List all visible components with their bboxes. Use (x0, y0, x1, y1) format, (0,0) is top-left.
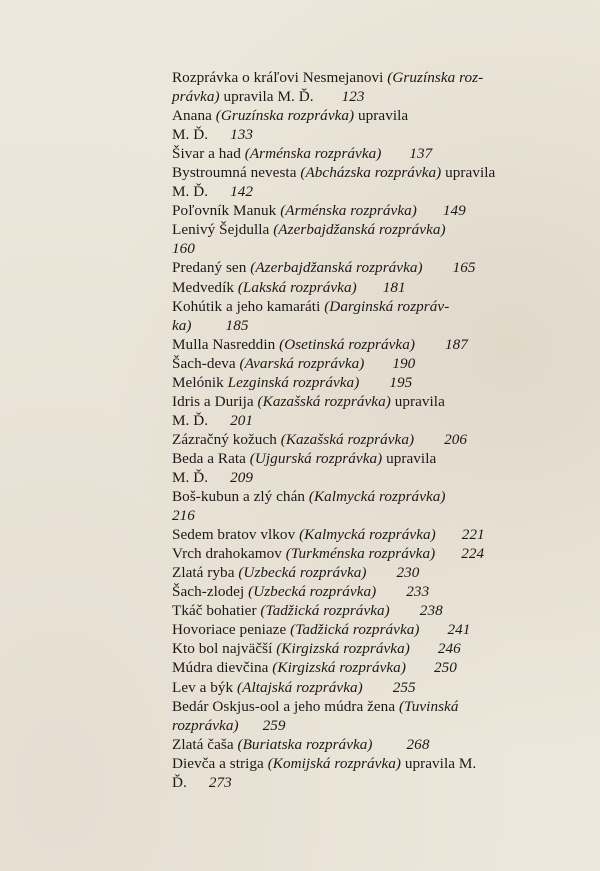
toc-entry-line (172, 373, 530, 392)
toc-entry (172, 678, 530, 697)
page-number: 221 (461, 526, 485, 544)
toc-entry (172, 297, 530, 335)
page-number: 160 (172, 240, 195, 258)
tale-title: Zázračný kožuch (172, 430, 281, 448)
tale-title: Sedem bratov vlkov (172, 526, 300, 544)
toc-entry (172, 582, 530, 601)
tale-origin: (Kalmycká rozprávka) (308, 488, 446, 506)
toc-entry (172, 220, 530, 258)
page-number: 133 (230, 126, 254, 144)
tale-origin: (Kirgizská rozprávka) (272, 659, 406, 677)
table-of-contents (172, 68, 530, 792)
tale-title: Beda a Rata (172, 449, 250, 467)
page-number: 273 (208, 773, 232, 791)
tale-origin: (Darginská rozpráv- (324, 297, 450, 315)
tale-origin: (Ujgurská rozprávka) (249, 449, 383, 467)
toc-entry-line (172, 68, 530, 87)
toc-entry-line (172, 163, 530, 182)
toc-entry-line (172, 544, 530, 563)
page-number: 241 (447, 621, 471, 639)
page-number: 149 (442, 202, 466, 220)
tale-title: Ď. (172, 773, 187, 791)
toc-entry (172, 449, 530, 487)
tale-origin: ka) (172, 316, 192, 334)
toc-entry (172, 106, 530, 144)
tale-title: upravila M. Ď. (219, 88, 314, 106)
tale-origin: (Arménska rozprávka) (244, 145, 382, 163)
tale-title: Lenivý Šejdulla (172, 221, 274, 239)
toc-entry (172, 563, 530, 582)
toc-entry-line (172, 239, 530, 258)
toc-entry (172, 258, 530, 277)
toc-entry (172, 144, 530, 163)
toc-entry-line (172, 335, 530, 354)
tale-origin: (Tadžická rozprávka) (260, 602, 390, 620)
toc-entry-line (172, 182, 530, 201)
page-number: 181 (382, 278, 406, 296)
toc-entry (172, 639, 530, 658)
page-number: 165 (452, 259, 476, 277)
tale-title: Vrch drahokamov (172, 545, 286, 563)
toc-entry (172, 68, 530, 106)
page-number: 246 (437, 640, 461, 658)
toc-entry (172, 354, 530, 373)
toc-entry-line (172, 582, 530, 601)
tale-origin: (Komijská rozprávka) (267, 754, 401, 772)
tale-title: Dievča a striga (172, 754, 268, 772)
tale-origin: (Kazašská rozprávka) (280, 430, 415, 448)
toc-entry-line (172, 468, 530, 487)
toc-entry (172, 544, 530, 563)
tale-title: upravila (354, 107, 409, 125)
toc-entry-line (172, 658, 530, 677)
tale-title: Kohútik a jeho kamaráti (172, 297, 325, 315)
tale-title: Múdra dievčina (172, 659, 273, 677)
tale-title: Rozprávka o kráľovi Nesmejanovi (172, 69, 388, 86)
page-number: 233 (406, 583, 430, 601)
toc-entry-line (172, 449, 530, 468)
tale-origin: rozprávka) (172, 716, 239, 734)
toc-entry-line (172, 639, 530, 658)
toc-entry-line (172, 411, 530, 430)
tale-origin: (Lakská rozprávka) (237, 278, 357, 296)
toc-entry (172, 697, 530, 735)
page-number: 255 (392, 678, 416, 696)
toc-entry-line (172, 106, 530, 125)
toc-entry-line (172, 278, 530, 297)
tale-origin: (Uzbecká rozprávka) (248, 583, 377, 601)
page-number: 230 (396, 564, 420, 582)
toc-entry (172, 278, 530, 297)
page-number: 201 (230, 411, 254, 429)
tale-origin: (Azerbajdžanská rozprávka) (273, 221, 446, 239)
toc-entry (172, 487, 530, 525)
tale-origin: (Uzbecká rozprávka) (238, 564, 367, 582)
tale-title: Poľovník Manuk (172, 202, 281, 220)
tale-origin: (Buriatska rozprávka) (237, 735, 373, 753)
toc-entry-line (172, 487, 530, 506)
toc-entry (172, 601, 530, 620)
tale-title: Šivar a had (172, 145, 245, 163)
toc-entry (172, 335, 530, 354)
toc-entry-line (172, 716, 530, 735)
tale-origin: (Tadžická rozprávka) (290, 621, 420, 639)
tale-origin: (Tuvinská (398, 697, 459, 715)
toc-entry (172, 620, 530, 639)
tale-title: Šach-deva (172, 354, 240, 372)
tale-title: M. Ď. (172, 126, 209, 144)
page-number: 137 (409, 145, 433, 163)
toc-entry-line (172, 620, 530, 639)
tale-title: upravila (382, 449, 437, 467)
tale-title: Hovoriace peniaze (172, 621, 291, 639)
page-number: 195 (389, 373, 413, 391)
tale-title: M. Ď. (172, 183, 209, 201)
page-number: 250 (433, 659, 457, 677)
page-number: 190 (392, 354, 416, 372)
toc-entry (172, 754, 530, 792)
page-number: 209 (230, 468, 254, 486)
tale-origin: Lezginská rozprávka) (227, 373, 360, 391)
tale-title: Kto bol najväčší (172, 640, 277, 658)
tale-origin: (Gruzínska rozprávka) (215, 107, 355, 125)
toc-entry-line (172, 125, 530, 144)
toc-entry-line (172, 678, 530, 697)
tale-title: Mulla Nasreddin (172, 335, 280, 353)
toc-entry (172, 163, 530, 201)
tale-title: Boš-kubun a zlý chán (172, 488, 309, 506)
toc-entry (172, 430, 530, 449)
page-number: 206 (444, 430, 468, 448)
toc-entry-line (172, 354, 530, 373)
tale-origin: (Azerbajdžanská rozprávka) (250, 259, 423, 277)
toc-entry-line (172, 87, 530, 106)
tale-origin: (Kazašská rozprávka) (257, 392, 391, 410)
tale-origin: (Turkménska rozprávka) (285, 545, 436, 563)
tale-title: Zlatá ryba (172, 564, 239, 582)
tale-origin: (Kirgizská rozprávka) (276, 640, 410, 658)
toc-entry (172, 373, 530, 392)
page-number: 259 (262, 716, 286, 734)
tale-origin: právka) (172, 88, 220, 106)
tale-title: Tkáč bohatier (172, 602, 261, 620)
tale-title: Predaný sen (172, 259, 251, 277)
page-number: 216 (172, 507, 195, 525)
tale-origin: (Arménska rozprávka) (280, 202, 417, 220)
tale-title: Zlatá čaša (172, 735, 238, 753)
toc-entry-line (172, 697, 530, 716)
toc-entry-line (172, 392, 530, 411)
page-number: 224 (461, 545, 485, 563)
tale-origin: (Avarská rozprávka) (239, 354, 365, 372)
toc-entry-line (172, 754, 530, 773)
toc-entry (172, 658, 530, 677)
tale-title: Bedár Oskjus-ool a jeho múdra žena (172, 697, 399, 715)
tale-title: Anana (172, 107, 216, 125)
toc-entry-line (172, 601, 530, 620)
page-number: 142 (230, 183, 254, 201)
toc-entry-line (172, 258, 530, 277)
page-number: 185 (225, 316, 249, 334)
tale-title: M. Ď. (172, 411, 209, 429)
toc-entry-line (172, 201, 530, 220)
page-number: 268 (406, 735, 430, 753)
page-number: 123 (341, 88, 365, 106)
page-number: 187 (444, 335, 468, 353)
tale-title: Bystroumná nevesta (172, 164, 301, 182)
toc-entry-line (172, 735, 530, 754)
toc-entry-line (172, 773, 530, 792)
toc-entry (172, 201, 530, 220)
tale-origin: (Gruzínska roz- (387, 69, 484, 86)
toc-entry-line (172, 297, 530, 316)
tale-title: upravila (441, 164, 496, 182)
tale-title: Melónik (172, 373, 228, 391)
tale-title: upravila M. (401, 754, 477, 772)
tale-title: Šach-zlodej (172, 583, 249, 601)
tale-origin: (Osetinská rozprávka) (279, 335, 415, 353)
toc-entry-line (172, 316, 530, 335)
tale-title: M. Ď. (172, 468, 209, 486)
toc-entry-line (172, 220, 530, 239)
tale-title: Lev a býk (172, 678, 238, 696)
toc-entry-line (172, 525, 530, 544)
toc-entry-line (172, 506, 530, 525)
tale-title: upravila (390, 392, 445, 410)
toc-entry-line (172, 144, 530, 163)
tale-title: Idris a Durija (172, 392, 258, 410)
page-number: 238 (419, 602, 443, 620)
toc-entry (172, 525, 530, 544)
toc-entry-line (172, 563, 530, 582)
toc-entry (172, 392, 530, 430)
toc-entry-line (172, 430, 530, 449)
tale-title: Medvedík (172, 278, 238, 296)
tale-origin: (Kalmycká rozprávka) (299, 526, 436, 544)
tale-origin: (Abcházska rozprávka) (300, 164, 442, 182)
toc-entry (172, 735, 530, 754)
tale-origin: (Altajská rozprávka) (237, 678, 363, 696)
